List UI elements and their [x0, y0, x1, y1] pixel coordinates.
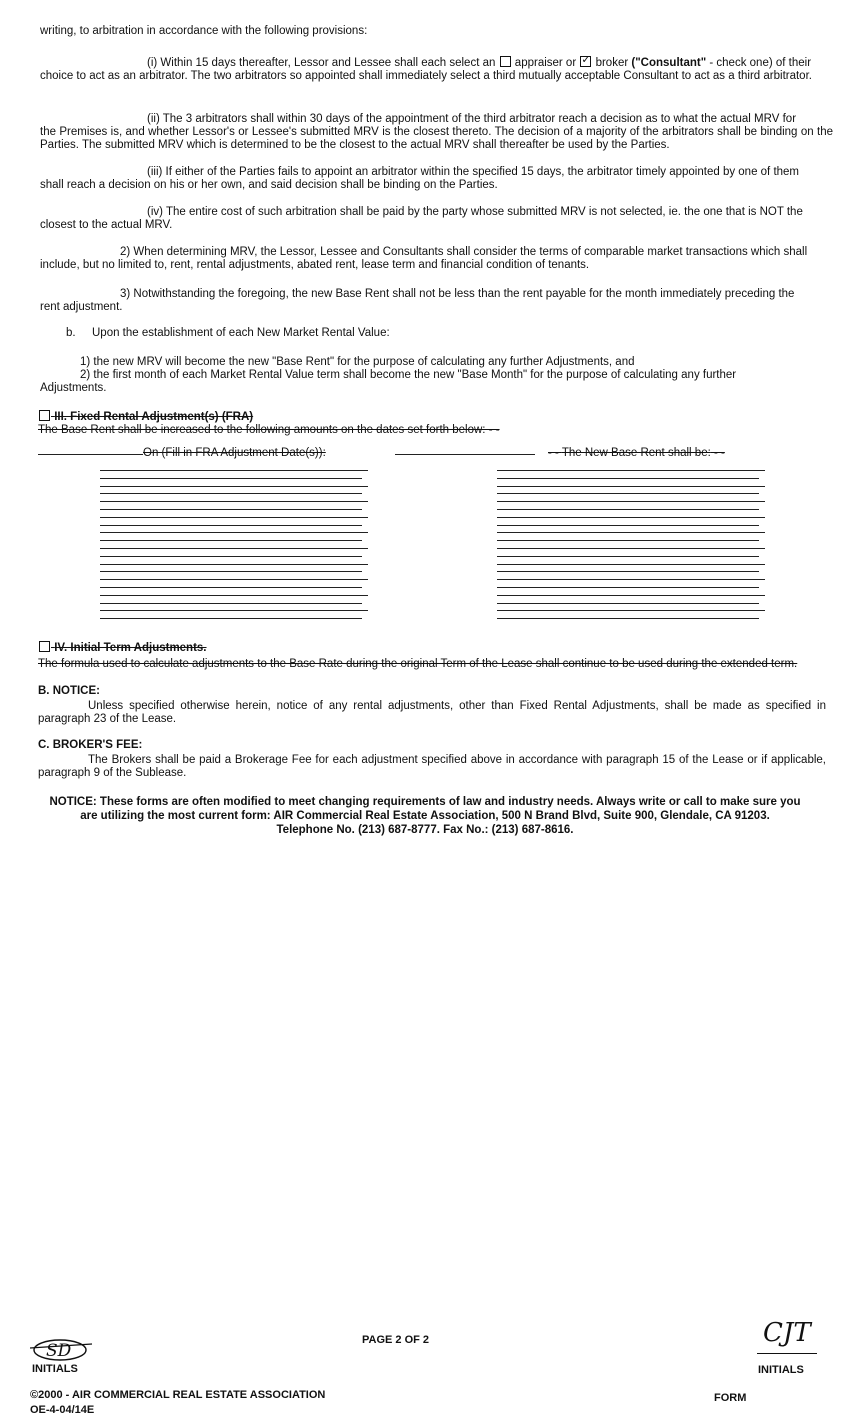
fill-in-line[interactable] [100, 603, 362, 604]
fill-in-line[interactable] [100, 470, 368, 471]
fill-in-line[interactable] [100, 493, 362, 494]
subsection-b-item2: 2) the first month of each Market Rental Value term shall become the new "Base Month" for the purpose of calculating any further Adjustments. [40, 369, 737, 394]
ita-heading: IV. Initial Term Adjustments. [38, 641, 207, 655]
fill-in-line[interactable] [497, 556, 759, 557]
fill-in-line[interactable] [100, 564, 368, 565]
left-initials-block[interactable] [30, 1330, 100, 1380]
broker-fee-heading: C. BROKER'S FEE: [38, 739, 143, 751]
ita-checkbox[interactable] [39, 641, 50, 652]
fill-in-line[interactable] [497, 548, 765, 549]
fill-in-line[interactable] [100, 556, 362, 557]
fill-in-line[interactable] [497, 603, 759, 604]
fill-in-line[interactable] [497, 478, 759, 479]
appraiser-checkbox[interactable] [500, 56, 511, 67]
fill-in-line[interactable] [497, 610, 765, 611]
right-initials-label: INITIALS [758, 1364, 804, 1376]
fill-in-line[interactable] [100, 548, 368, 549]
initials-rule [757, 1353, 817, 1354]
fill-in-line[interactable] [497, 595, 765, 596]
provision-ii: (ii) The 3 arbitrators shall within 30 days of the appointment of the third arbitrator reach a decision as to what the actual MRV for the Premises is, and whether Lessor's or Lessee's submitted MRV is the closest thereto. The decision of a majority of the arbitrators shall be binding on the Parties. The submitted MRV which is determined to be the closest to the actual MRV shall thereafter be used by the Parties. [40, 113, 833, 151]
right-initials-block[interactable] [757, 1318, 827, 1358]
fra-description: The Base Rent shall be increased to the following amounts on the dates set forth below: - - [38, 424, 500, 436]
item-3: 3) Notwithstanding the foregoing, the new Base Rent shall not be less than the rent payable for the month immediately preceding the rent adjustment. [40, 288, 795, 313]
fill-in-line[interactable] [100, 579, 368, 580]
item-2: 2) When determining MRV, the Lessor, Lessee and Consultants shall consider the terms of comparable market transactions which shall include, but no limited to, rent, rental adjustments, abated rent, lease term and financial condition of tenants. [40, 246, 808, 271]
fill-in-line[interactable] [497, 618, 759, 619]
fill-in-line[interactable] [100, 571, 362, 572]
fill-in-line[interactable] [100, 478, 362, 479]
fill-in-line[interactable] [497, 587, 759, 588]
fill-in-line[interactable] [497, 571, 759, 572]
fra-checkbox[interactable] [39, 410, 50, 421]
fill-in-line[interactable] [497, 564, 765, 565]
copyright: ©2000 - AIR COMMERCIAL REAL ESTATE ASSOCIATION [30, 1389, 326, 1401]
fra-heading: III. Fixed Rental Adjustment(s) (FRA) [38, 410, 253, 424]
notice-heading: B. NOTICE: [38, 685, 100, 697]
fill-in-line[interactable] [497, 525, 759, 526]
svg-text:SD: SD [46, 1341, 72, 1361]
fill-in-line[interactable] [497, 486, 765, 487]
fill-in-line[interactable] [100, 525, 362, 526]
subsection-b-text: Upon the establishment of each New Market Rental Value: [92, 327, 390, 339]
fill-in-line[interactable] [100, 509, 362, 510]
form-notice: NOTICE: These forms are often modified to meet changing requirements of law and industry needs. Always write or call to make sure you are utilizing the most current form: AIR Commercial Real Estate Association, 500 N Brand Blvd, Suite 900, Glendale, CA 91203. Telephone No. (213) 687-8777. Fax No.: (213) 687-8616. [49, 796, 801, 836]
fill-in-line[interactable] [497, 579, 765, 580]
ita-description: The formula used to calculate adjustments to the Base Rate during the original Term of the Lease shall continue to be used during the extended term. [38, 658, 798, 670]
subsection-b-label: b. [66, 327, 76, 339]
form-label: FORM [714, 1392, 747, 1404]
provision-i: (i) Within 15 days thereafter, Lessor and Lessee shall each select an appraiser or ✓ broker ("Consultant" - check one) of their choice to act as an arbitrator. The two arbitrators so appointed shall immediately select a third mutually acceptable Consultant to act as a third arbitrator. [40, 56, 833, 83]
fra-left-column-label: On (Fill in FRA Adjustment Date(s)): [143, 447, 326, 459]
fill-in-line[interactable] [497, 509, 759, 510]
fra-rent-lines[interactable] [497, 470, 777, 630]
left-initials-label: INITIALS [32, 1363, 78, 1375]
fill-in-line[interactable] [100, 532, 368, 533]
fra-date-lines[interactable] [100, 470, 380, 630]
fill-in-line[interactable] [100, 517, 368, 518]
fill-in-line[interactable] [100, 587, 362, 588]
fill-in-line[interactable] [497, 493, 759, 494]
fill-in-line[interactable] [100, 618, 362, 619]
form-code: OE-4-04/14E [30, 1404, 95, 1416]
fra-center-rule [395, 454, 535, 455]
broker-checkbox[interactable] [580, 56, 591, 67]
fill-in-line[interactable] [100, 540, 362, 541]
fill-in-line[interactable] [497, 501, 765, 502]
page-number: PAGE 2 OF 2 [362, 1334, 430, 1346]
broker-fee-text: The Brokers shall be paid a Brokerage Fee for each adjustment specified above in accordance with paragraph 15 of the Lease or if applicable, paragraph 9 of the Sublease. [38, 754, 826, 779]
fill-in-line[interactable] [100, 610, 368, 611]
fill-in-line[interactable] [100, 501, 368, 502]
provision-iii: (iii) If either of the Parties fails to appoint an arbitrator within the specified 15 days, the arbitrator timely appointed by one of them shall reach a decision on his or her own, and said decision shall be binding on the Parties. [40, 166, 800, 191]
fill-in-line[interactable] [497, 532, 765, 533]
fra-right-column-label: - - The New Base Rent shall be: - - [548, 447, 725, 459]
fill-in-line[interactable] [100, 595, 368, 596]
handwritten-initials-cjt: CJT [763, 1318, 811, 1348]
provision-iv: (iv) The entire cost of such arbitration shall be paid by the party whose submitted MRV is not selected, ie. the one that is NOT the closest to the actual MRV. [40, 206, 803, 231]
fill-in-line[interactable] [497, 517, 765, 518]
fill-in-line[interactable] [497, 470, 765, 471]
fill-in-line[interactable] [100, 486, 368, 487]
notice-text: Unless specified otherwise herein, notice of any rental adjustments, other than Fixed Rental Adjustments, shall be made as specified in paragraph 23 of the Lease. [38, 700, 826, 725]
fill-in-line[interactable] [497, 540, 759, 541]
intro-text: writing, to arbitration in accordance with the following provisions: [40, 25, 368, 37]
subsection-b-item1: 1) the new MRV will become the new "Base Rent" for the purpose of calculating any further Adjustments, and [80, 356, 635, 368]
